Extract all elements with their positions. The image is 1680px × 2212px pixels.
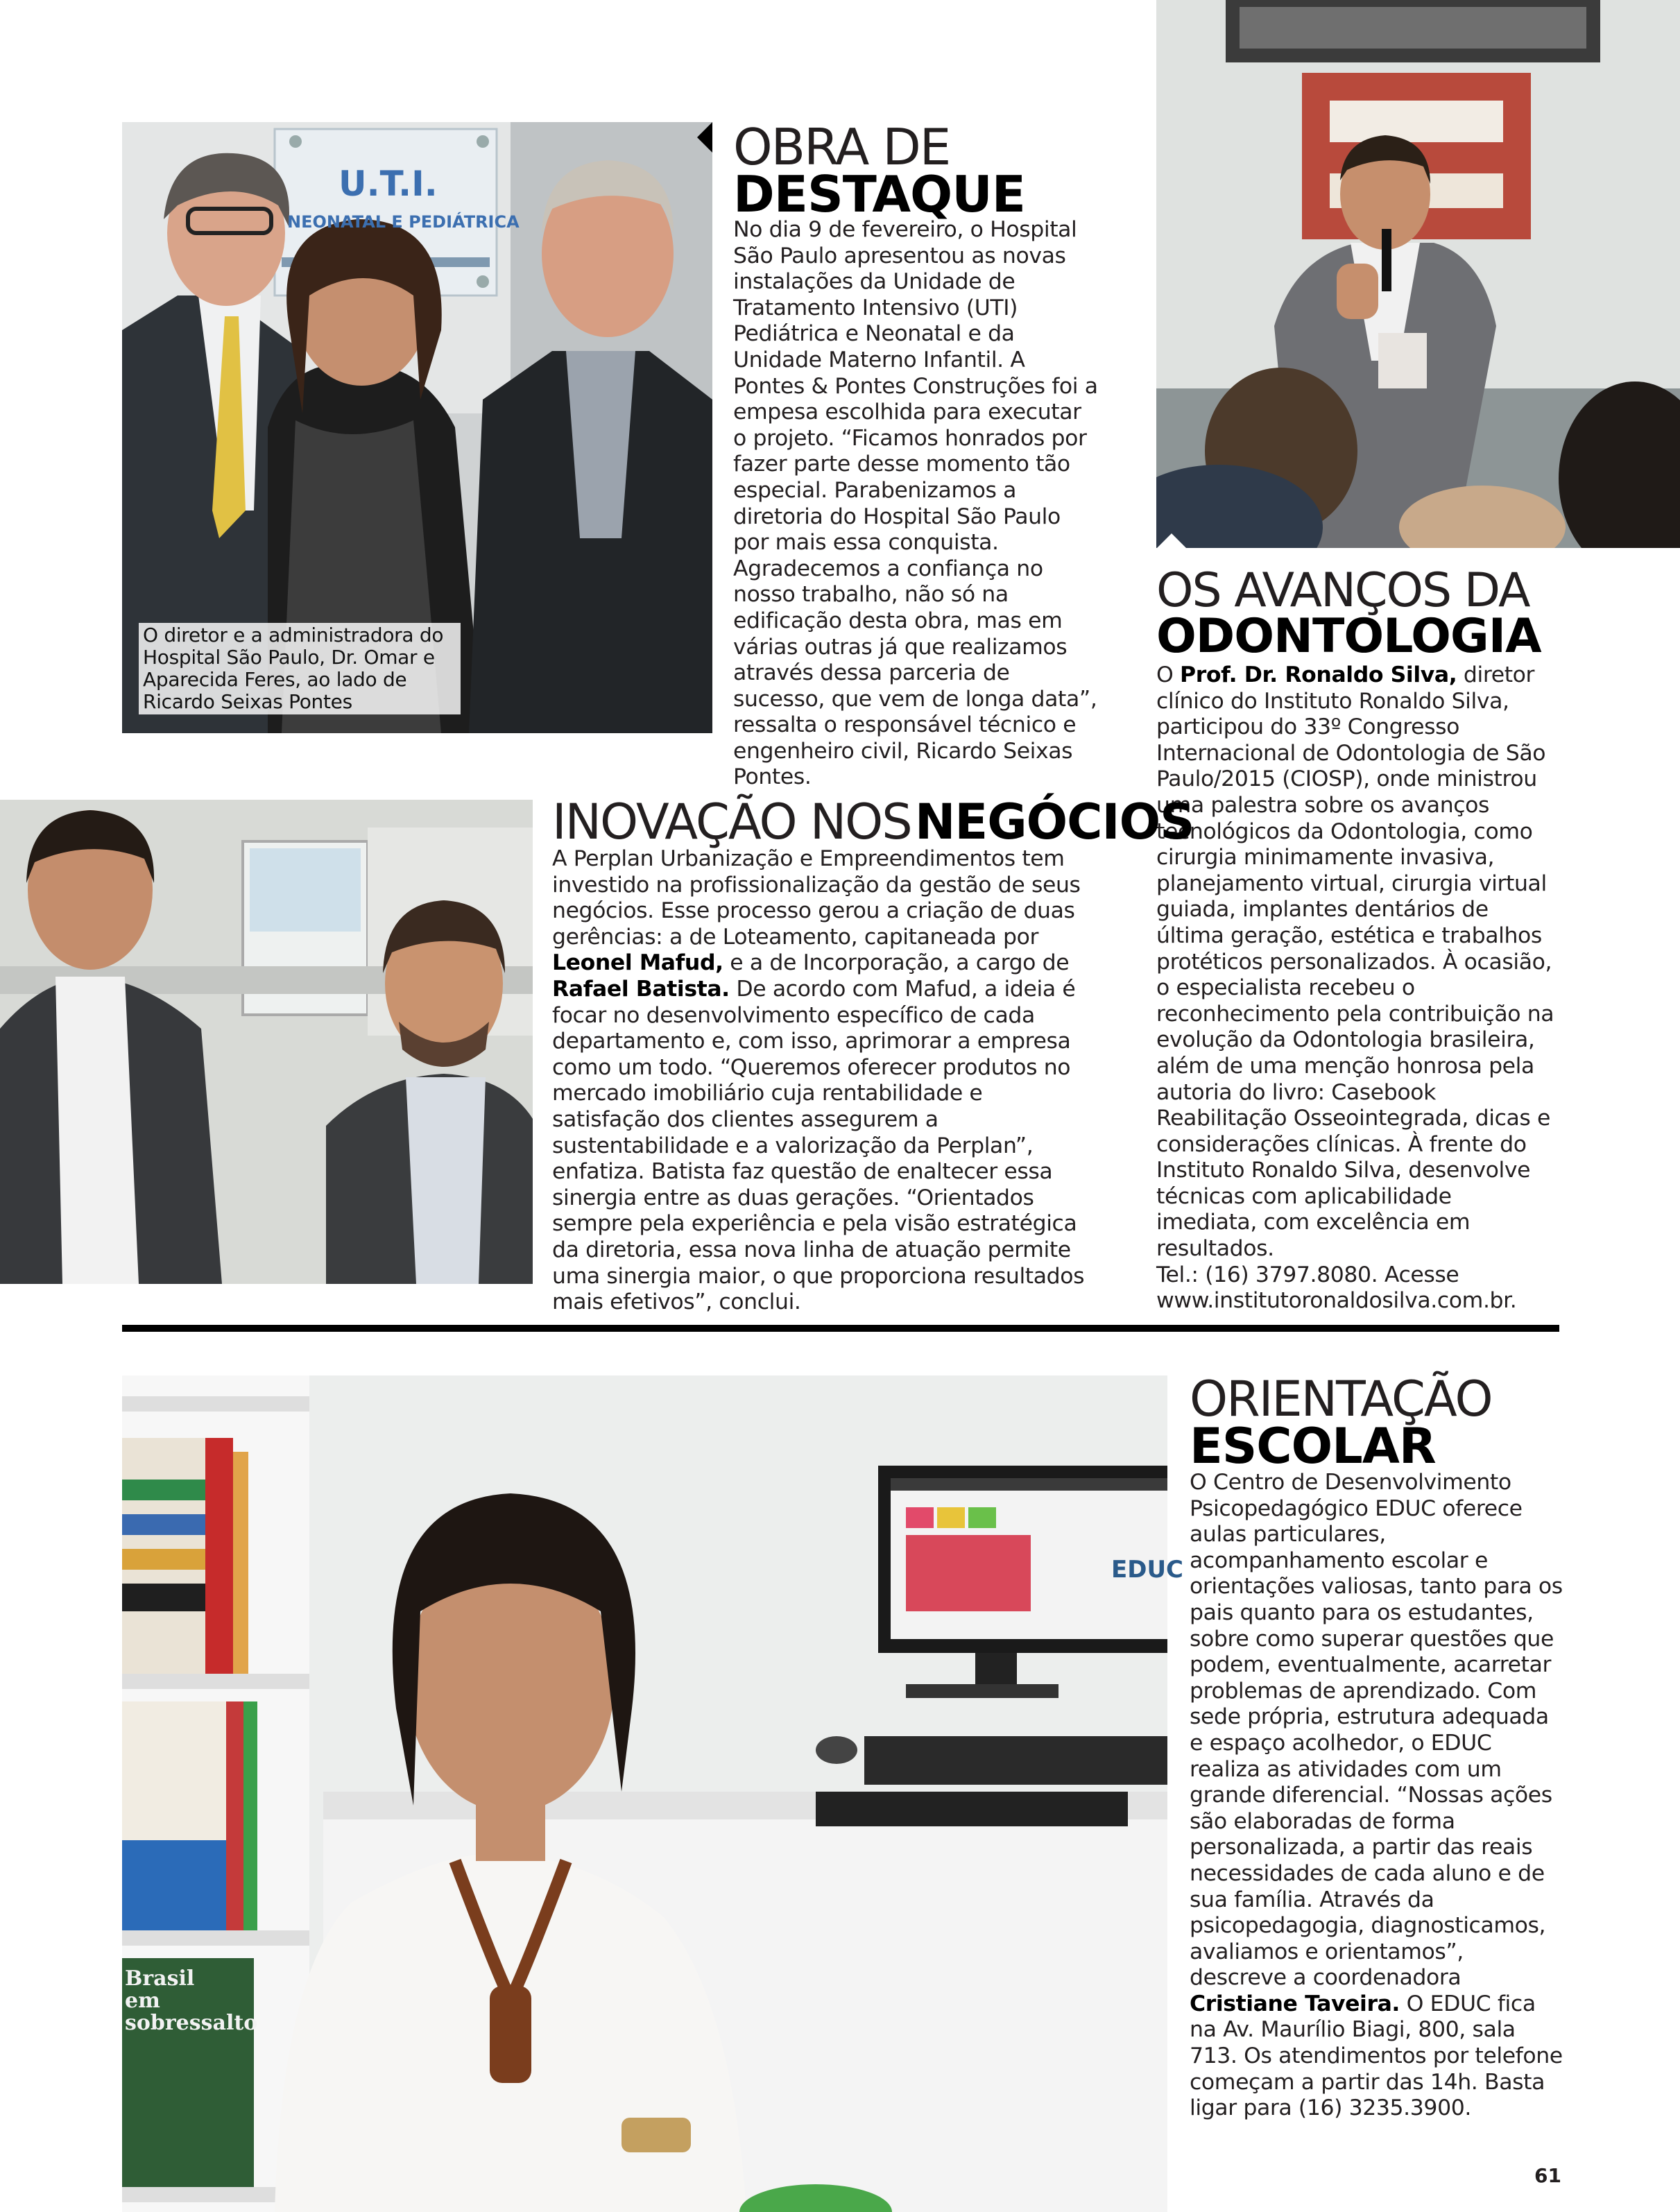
- obra-photo-caption: O diretor e a administradora do Hospital São Paulo, Dr. Omar e Aparecida Feres, ao lado de Ricardo Seixas Pontes: [139, 623, 461, 714]
- inovacao-body: [552, 846, 1093, 1316]
- odontologia-pointer: [1156, 533, 1187, 549]
- odontologia-heading: [1156, 563, 1541, 664]
- section-divider: [122, 1325, 1559, 1332]
- odontologia-heading-light: OS AVANÇOS DA: [1156, 563, 1529, 618]
- odontologia-phone: Tel.: (16) 3797.8080. Acesse: [1156, 1262, 1459, 1287]
- inovacao-heading-light: INOVAÇÃO NOS: [552, 794, 911, 850]
- orientacao-heading-bold: ESCOLAR: [1190, 1418, 1436, 1475]
- odontologia-body-start: O: [1156, 662, 1181, 687]
- inovacao-heading: [552, 794, 1194, 850]
- orientacao-body-end: O EDUC fica na Av. Maurílio Biagi, 800, sala 713. Os atendimentos por telefone começam a partir das 14h. Basta ligar para (16) 3235.3900.: [1190, 1991, 1563, 2121]
- uti-sign-title: U.T.I.: [338, 164, 438, 204]
- odontologia-name: Prof. Dr. Ronaldo Silva,: [1180, 662, 1457, 687]
- inovacao-name-batista: Rafael Batista.: [552, 976, 730, 1002]
- orientacao-photo: [122, 1375, 1167, 2212]
- uti-sign-subtitle: NEONATAL E PEDIÁTRICA: [287, 212, 520, 232]
- odontologia-website[interactable]: www.institutoronaldosilva.com.br.: [1156, 1288, 1517, 1314]
- inovacao-body-start: A Perplan Urbanização e Empreendimentos tem investido na profissionalização da gestão de seus negócios. Esse processo gerou a criação de duas gerências: a de Loteamento, capitaneada por: [552, 846, 1081, 950]
- odontologia-body: [1156, 662, 1559, 1314]
- obra-heading: [733, 118, 1025, 223]
- inovacao-heading-bold: NEGÓCIOS: [914, 794, 1194, 850]
- page-number: 61: [1534, 2164, 1561, 2187]
- obra-heading-light: OBRA DE: [733, 118, 950, 176]
- odontologia-heading-bold: ODONTOLOGIA: [1156, 609, 1541, 664]
- orientacao-body-start: O Centro de Desenvolvimento Psicopedagógico EDUC oferece aulas particulares, acompanhamento escolar e orientações valiosas, tanto para os pais quanto para os estudantes, sobre como superar questões que podem, eventualmente, acarretar problemas de aprendizado. Com sede própria, estrutura adequada e espaço acolhedor, o EDUC realiza as atividades com um grande diferencial. “Nossas ações são elaboradas de forma personalizada, a partir das reais necessidades de cada aluno e de sua família. Através da psicopedagogia, diagnosticamos, avaliamos e orientamos”, descreve a coordenadora: [1190, 1470, 1563, 1991]
- obra-pointer: [697, 122, 712, 153]
- orientacao-heading: [1190, 1371, 1492, 1475]
- book-title: Brasil em sobressalto: [125, 1966, 258, 2035]
- orientacao-body: [1190, 1470, 1564, 2122]
- obra-body: [733, 217, 1099, 791]
- odontologia-photo: [1156, 0, 1680, 548]
- inovacao-body-middle: e a de Incorporação, a cargo de: [723, 950, 1070, 976]
- obra-heading-bold: DESTAQUE: [733, 165, 1025, 223]
- odontologia-body-rest: diretor clínico do Instituto Ronaldo Silva, participou do 33º Congresso Internacional de Odontologia de São Paulo/2015 (CIOSP), onde ministrou uma palestra sobre os avanços tecnológicos da Odontologia, como cirurgia minimamente invasiva, planejamento virtual, cirurgia virtual guiada, implantes dentários de última geração, estética e trabalhos protéticos personalizados. À ocasião, o especialista recebeu o reconhecimento pela contribuição na evolução da Odontologia brasileira, além de uma menção honrosa pela autoria do livro: Casebook Reabilitação Osseointegrada, dicas e considerações clínicas. À frente do Instituto Ronaldo Silva, desenvolve técnicas com aplicabilidade imediata, com excelência em resultados.: [1156, 662, 1554, 1262]
- obra-body-text: No dia 9 de fevereiro, o Hospital São Paulo apresentou as novas instalações da Unidade de Tratamento Intensivo (UTI) Pediátrica e Neonatal e da Unidade Materno Infantil. A Pontes & Pontes Construções foi a empesa escolhida para executar o projeto. “Ficamos honrados por fazer parte desse momento tão especial. Parabenizamos a diretoria do Hospital São Paulo por mais essa conquista. Agradecemos a confiança no nosso trabalho, não só na edificação desta obra, mas em várias outras já que realizamos através dessa parceria de sucesso, que vem de longa data”, ressalta o responsável técnico e engenheiro civil, Ricardo Seixas Pontes.: [733, 217, 1098, 790]
- orientacao-heading-light: ORIENTAÇÃO: [1190, 1371, 1492, 1427]
- inovacao-photo: [0, 800, 533, 1284]
- orientacao-name: Cristiane Taveira.: [1190, 1991, 1400, 2016]
- inovacao-name-mafud: Leonel Mafud,: [552, 950, 723, 976]
- inovacao-body-end: De acordo com Mafud, a ideia é focar no desenvolvimento específico de cada departamento e, com isso, aprimorar a empresa como um todo. “Queremos oferecer produtos no mercado imobiliário cuja rentabilidade e satisfação dos clientes assegurem a sustentabilidade e a valorização da Perplan”, enfatiza. Batista faz questão de enaltecer essa sinergia entre as duas gerações. “Orientados sempre pela experiência e pela visão estratégica da diretoria, essa nova linha de atuação permite uma sinergia maior, o que proporciona resultados mais efetivos”, conclui.: [552, 976, 1085, 1315]
- monitor-brand: EDUC: [1111, 1556, 1184, 1584]
